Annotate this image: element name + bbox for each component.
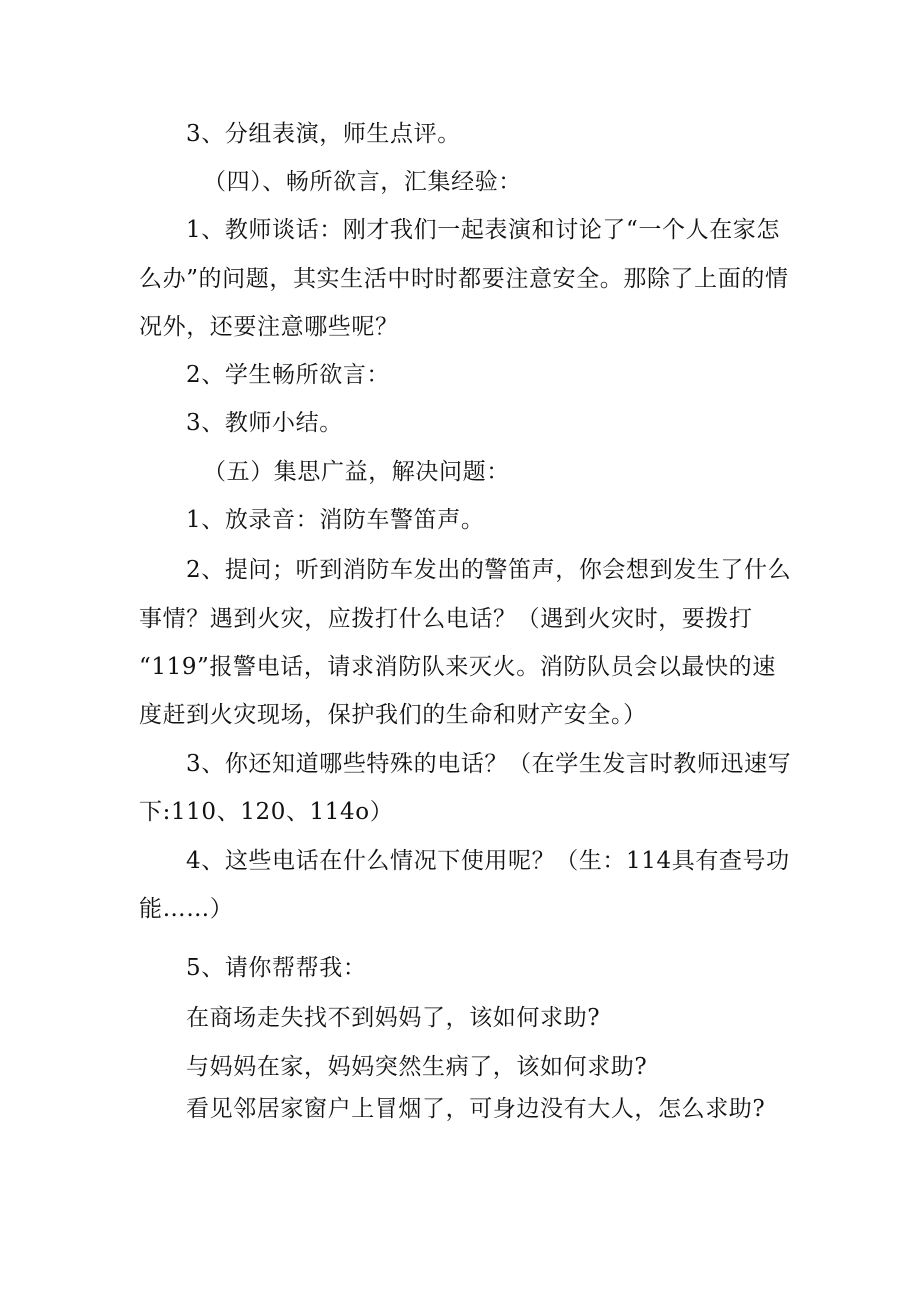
text-line: 2、学生畅所欲言： <box>186 362 391 388</box>
text-line: 能……） <box>139 896 234 922</box>
text-line: 1、教师谈话：刚才我们一起表演和讨论了“一个人在家怎 <box>186 217 780 243</box>
question-line: 与妈妈在家，妈妈突然生病了，该如何求助? <box>186 1054 648 1080</box>
text-line: 度赶到火灾现场，保护我们的生命和财产安全。） <box>139 702 647 728</box>
text-line: 4、这些电话在什么情况下使用呢？（生：114具有查号功 <box>186 848 790 874</box>
text-line: 2、提问；听到消防车发出的警笛声，你会想到发生了什么 <box>186 557 792 583</box>
text-line: 3、分组表演，师生点评。 <box>186 121 461 147</box>
text-line: 3、教师小结。 <box>186 410 343 436</box>
question-line: 在商场走失找不到妈妈了，该如何求助? <box>186 1005 601 1031</box>
section-heading: （四）、畅所欲言，汇集经验： <box>203 169 522 195</box>
text-line: 下:110、120、114o） <box>139 799 394 825</box>
text-line: 么办”的问题，其实生活中时时都要注意安全。那除了上面的情 <box>139 266 789 292</box>
question-line: 看见邻居家窗户上冒烟了，可身边没有大人，怎么求助? <box>186 1096 766 1122</box>
text-line: 3、你还知道哪些特殊的电话？（在学生发言时教师迅速写 <box>186 751 792 777</box>
text-line: 1、放录音：消防车警笛声。 <box>186 507 485 533</box>
text-line: 5、请你帮帮我： <box>186 955 367 981</box>
text-line: “119”报警电话，请求消防队来灭火。消防队员会以最快的速 <box>139 654 776 680</box>
text-line: 事情？遇到火灾，应拨打什么电话？（遇到火灾时，要拨打 <box>139 606 753 632</box>
text-line: 况外，还要注意哪些呢？ <box>139 314 399 340</box>
section-heading: （五）集思广益，解决问题： <box>203 459 510 485</box>
